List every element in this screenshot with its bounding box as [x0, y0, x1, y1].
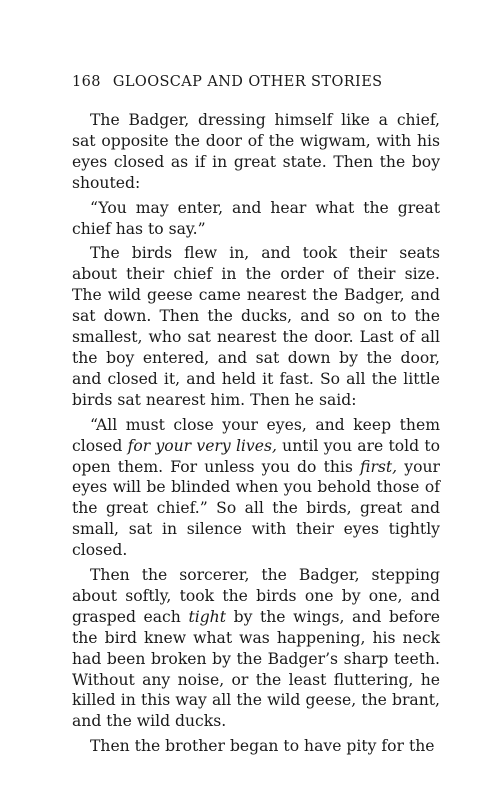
paragraph: [72, 565, 440, 732]
text-run: Then the sorcerer, the Badger, stepping about softly, took the birds one by one, and grasped each: [72, 566, 440, 626]
paragraph: [72, 736, 440, 757]
italic-text-run: for your very lives,: [127, 436, 277, 455]
paragraph: [72, 415, 440, 561]
text-run: “You may enter, and hear what the great chief has to say.”: [72, 198, 440, 238]
body-text: [72, 110, 440, 757]
text-run: by the wings, and before the bird knew what was happening, his neck had been broken by the Badger’s sharp teeth. Without any noise, or the least fluttering, he killed in this way all the wild geese, the brant, and the wild ducks.: [72, 607, 440, 731]
running-title: GLOOSCAP AND OTHER STORIES: [112, 74, 383, 90]
page-number: 168: [72, 74, 101, 90]
text-run: Then the brother began to have pity for the: [90, 737, 435, 756]
text-run: until you are told to open them. For unless you do this: [72, 436, 440, 476]
text-run: “All must close your eyes, and keep them closed: [72, 415, 440, 455]
italic-text-run: tight: [188, 607, 226, 626]
paragraph: [72, 110, 440, 194]
paragraph: [72, 198, 440, 240]
running-head: [72, 74, 432, 90]
text-run: your eyes will be blinded when you behold those of the great chief.” So all the birds, great and small, sat in silence with their eyes tightly closed.: [72, 457, 440, 560]
paragraph: [72, 243, 440, 410]
italic-text-run: first,: [360, 457, 398, 476]
text-run: The birds flew in, and took their seats about their chief in the order of their size. The wild geese came nearest the Badger, and sat down. Then the ducks, and so on to the smallest, who sat nearest the door. Last of all the boy entered, and sat down by the door, and closed it, and held it fast. So all the little birds sat nearest him. Then he said:: [72, 244, 440, 409]
text-run: The Badger, dressing himself like a chief, sat opposite the door of the wigwam, with his eyes closed as if in great state. Then the boy shouted:: [72, 111, 440, 192]
